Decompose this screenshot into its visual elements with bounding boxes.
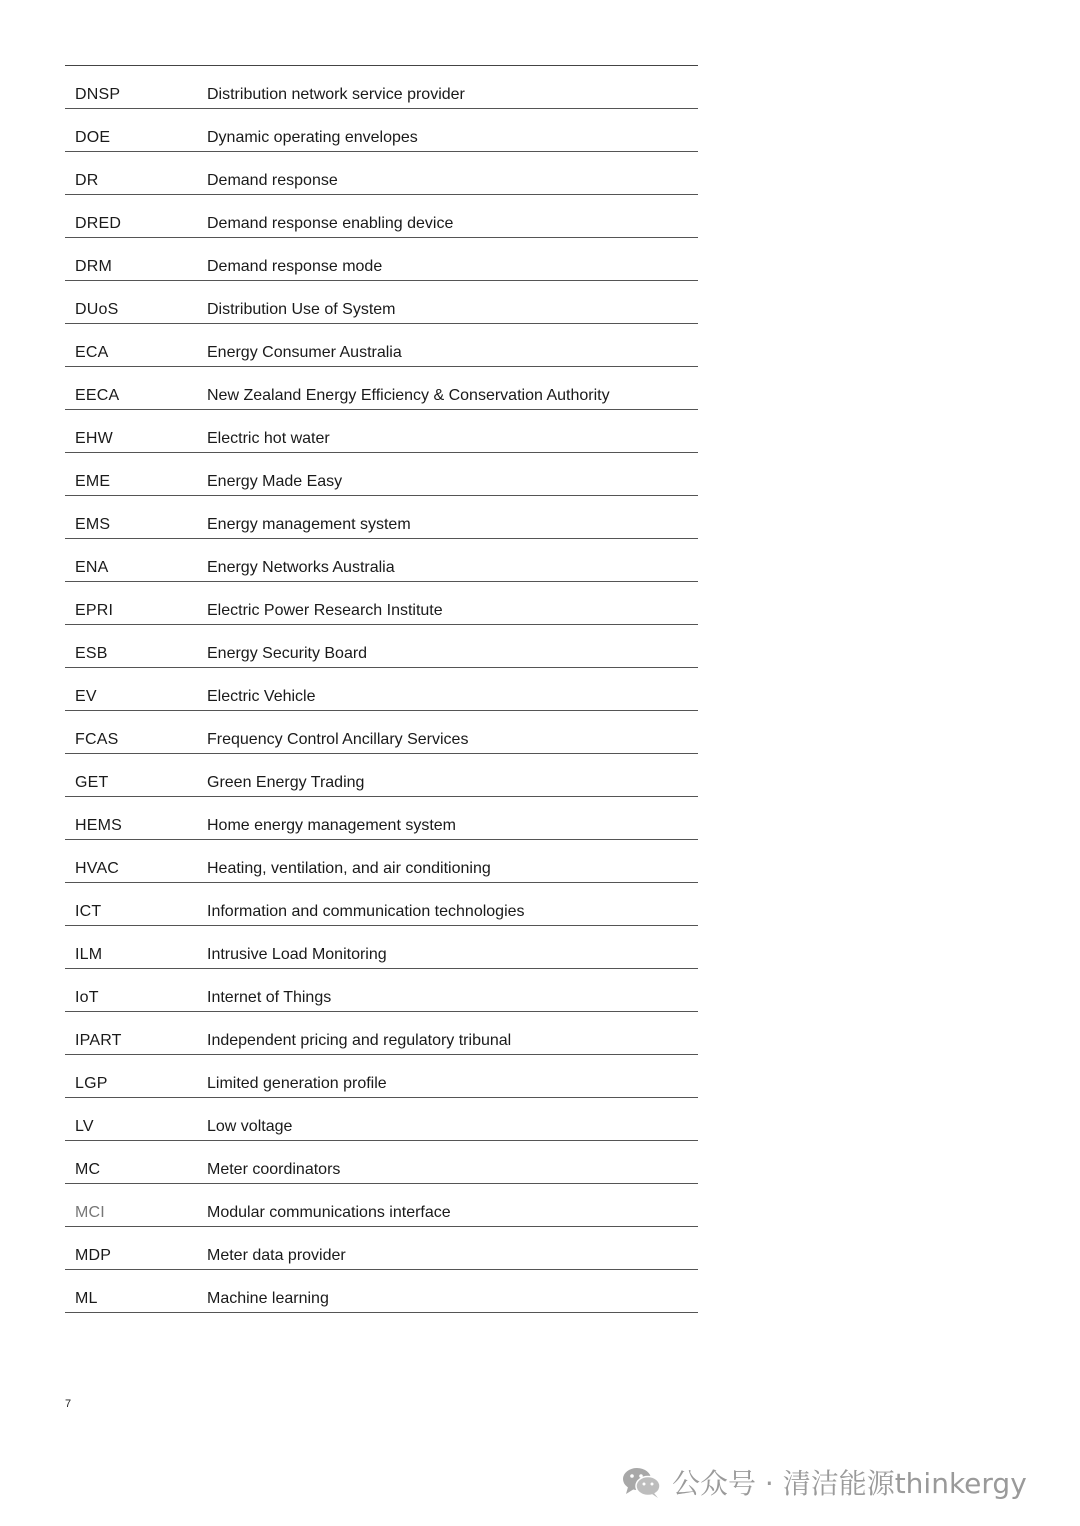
- abbreviation: EPRI: [75, 602, 114, 619]
- table-row: [65, 969, 698, 1012]
- wechat-icon: [622, 1465, 662, 1499]
- abbreviation: LV: [75, 1118, 94, 1135]
- table-row: [65, 109, 698, 152]
- definition: Low voltage: [207, 1118, 293, 1135]
- table-row: [65, 66, 698, 109]
- abbreviation: HVAC: [75, 860, 120, 877]
- definition: Demand response enabling device: [207, 215, 454, 232]
- definition: Modular communications interface: [207, 1204, 451, 1221]
- abbreviation: GET: [75, 774, 109, 791]
- definition: Intrusive Load Monitoring: [207, 946, 387, 963]
- definition: Meter data provider: [207, 1247, 346, 1264]
- table-row: [65, 1270, 698, 1313]
- watermark-text: 公众号 · 清洁能源thinkergy: [672, 1467, 1027, 1500]
- abbreviation: ILM: [75, 946, 103, 963]
- table-row: [65, 582, 698, 625]
- abbreviation: DRED: [75, 215, 122, 232]
- definition: Electric hot water: [207, 430, 330, 447]
- glossary-table: [65, 65, 698, 1313]
- abbreviation: MC: [75, 1161, 101, 1178]
- abbreviation: IoT: [75, 989, 99, 1006]
- table-row: [65, 496, 698, 539]
- table-row: [65, 625, 698, 668]
- abbreviation: EME: [75, 473, 111, 490]
- definition: Demand response mode: [207, 258, 383, 275]
- definition: Independent pricing and regulatory tribunal: [207, 1032, 512, 1049]
- table-row: [65, 840, 698, 883]
- definition: Information and communication technologies: [207, 903, 525, 920]
- table-row: [65, 410, 698, 453]
- abbreviation: ML: [75, 1290, 98, 1307]
- table-row: [65, 797, 698, 840]
- abbreviation: MCI: [75, 1204, 105, 1221]
- table-row: [65, 1098, 698, 1141]
- table-row: [65, 883, 698, 926]
- definition: Dynamic operating envelopes: [207, 129, 418, 146]
- abbreviation: DR: [75, 172, 99, 189]
- definition: Energy Consumer Australia: [207, 344, 402, 361]
- table-row: [65, 711, 698, 754]
- definition: Home energy management system: [207, 817, 456, 834]
- table-row: [65, 152, 698, 195]
- definition: Internet of Things: [207, 989, 332, 1006]
- abbreviation: EECA: [75, 387, 120, 404]
- definition: Green Energy Trading: [207, 774, 365, 791]
- table-row: [65, 539, 698, 582]
- table-row: [65, 238, 698, 281]
- abbreviation: FCAS: [75, 731, 119, 748]
- table-row: [65, 324, 698, 367]
- table-row: [65, 453, 698, 496]
- table-row: [65, 668, 698, 711]
- definition: Energy Made Easy: [207, 473, 343, 490]
- table-row: [65, 1012, 698, 1055]
- definition: Frequency Control Ancillary Services: [207, 731, 469, 748]
- abbreviation: ECA: [75, 344, 109, 361]
- definition: New Zealand Energy Efficiency & Conservation Authority: [207, 387, 610, 404]
- definition: Energy management system: [207, 516, 411, 533]
- definition: Energy Security Board: [207, 645, 368, 662]
- definition: Distribution network service provider: [207, 86, 465, 103]
- abbreviation: ICT: [75, 903, 102, 920]
- definition: Heating, ventilation, and air conditioning: [207, 860, 491, 877]
- abbreviation: ENA: [75, 559, 109, 576]
- table-row: [65, 754, 698, 797]
- abbreviation: EV: [75, 688, 97, 705]
- definition: Electric Power Research Institute: [207, 602, 443, 619]
- definition: Machine learning: [207, 1290, 329, 1307]
- page-number: 7: [65, 1398, 72, 1410]
- definition: Energy Networks Australia: [207, 559, 395, 576]
- table-row: [65, 926, 698, 969]
- watermark: [622, 1462, 1027, 1502]
- abbreviation: ESB: [75, 645, 108, 662]
- abbreviation: DUoS: [75, 301, 119, 318]
- abbreviation: DOE: [75, 129, 111, 146]
- definition: Limited generation profile: [207, 1075, 387, 1092]
- abbreviation: EHW: [75, 430, 113, 447]
- table-row: [65, 1055, 698, 1098]
- abbreviation: MDP: [75, 1247, 112, 1264]
- definition: Demand response: [207, 172, 338, 189]
- table-row: [65, 195, 698, 238]
- abbreviation: HEMS: [75, 817, 123, 834]
- abbreviation: DNSP: [75, 86, 121, 103]
- table-row: [65, 1227, 698, 1270]
- table-row: [65, 281, 698, 324]
- abbreviation: DRM: [75, 258, 113, 275]
- table-row: [65, 1141, 698, 1184]
- definition: Electric Vehicle: [207, 688, 316, 705]
- abbreviation: EMS: [75, 516, 111, 533]
- abbreviation: IPART: [75, 1032, 122, 1049]
- table-row: [65, 1184, 698, 1227]
- definition: Distribution Use of System: [207, 301, 396, 318]
- table-row: [65, 367, 698, 410]
- abbreviation: LGP: [75, 1075, 108, 1092]
- definition: Meter coordinators: [207, 1161, 341, 1178]
